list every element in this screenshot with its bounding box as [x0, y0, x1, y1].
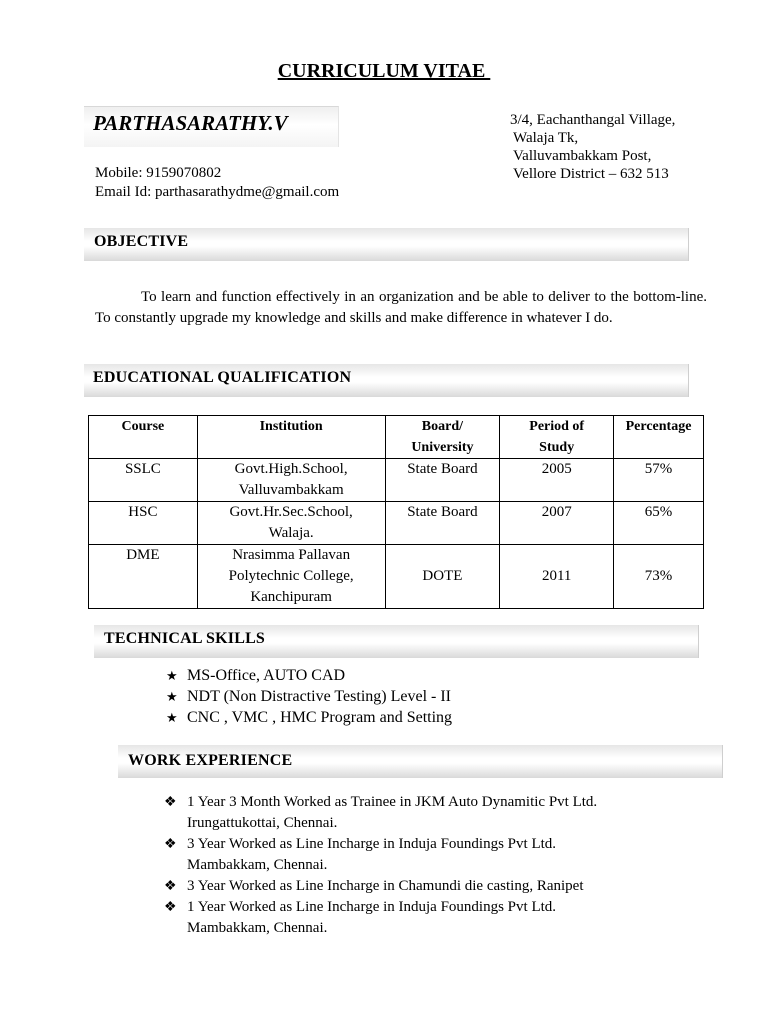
- address-block: [510, 111, 675, 183]
- table-row: [89, 502, 704, 545]
- list-item: ❖ 1 Year 3 Month Worked as Trainee in JKM Auto Dynamitic Pvt Ltd. Irungattukottai, Chennai.: [164, 794, 598, 831]
- diamond-bullet-icon: ❖: [164, 879, 177, 894]
- list-item: ★ CNC , VMC , HMC Program and Setting: [166, 709, 453, 726]
- institution-cell: Govt.High.School, Valluvambakkam: [197, 459, 385, 502]
- table-row: [89, 545, 704, 609]
- section-title-work: WORK EXPERIENCE: [128, 752, 293, 769]
- list-item: ❖ 3 Year Worked as Line Incharge in Chamundi die casting, Ranipet: [164, 876, 724, 897]
- address-line: 3/4, Eachanthangal Village,: [510, 112, 676, 128]
- board-cell: State Board: [385, 502, 500, 545]
- section-title-education: EDUCATIONAL QUALIFICATION: [93, 369, 352, 386]
- percentage-cell: 73%: [614, 545, 704, 609]
- list-item: ❖ 1 Year Worked as Line Incharge in Induja Foundings Pvt Ltd. Mambakkam, Chennai.: [164, 899, 557, 936]
- year-cell: 2007: [500, 502, 614, 545]
- star-bullet-icon: ★: [166, 710, 178, 725]
- section-title-skills: TECHNICAL SKILLS: [104, 630, 266, 647]
- work-list: [164, 792, 724, 939]
- mobile-number: Mobile: 9159070802: [95, 165, 222, 181]
- percentage-cell: 65%: [614, 502, 704, 545]
- list-item: ★ MS-Office, AUTO CAD: [166, 667, 346, 684]
- column-header-course: Course: [89, 416, 198, 459]
- column-header-period: Period of Study: [500, 416, 614, 459]
- address-line: Vellore District – 632 513: [513, 166, 669, 182]
- year-cell: 2005: [500, 459, 614, 502]
- column-header-board: Board/ University: [385, 416, 500, 459]
- table-header-row: [89, 416, 704, 459]
- page-title: CURRICULUM VITAE: [277, 60, 491, 82]
- star-bullet-icon: ★: [166, 668, 178, 683]
- education-table: [88, 415, 704, 609]
- course-cell: HSC: [89, 502, 198, 545]
- diamond-bullet-icon: ❖: [164, 837, 177, 852]
- address-line: Valluvambakkam Post,: [513, 148, 652, 164]
- contact-block: [95, 164, 339, 202]
- column-header-institution: Institution: [197, 416, 385, 459]
- table-row: [89, 459, 704, 502]
- institution-cell: Nrasimma Pallavan Polytechnic College, Kanchipuram: [197, 545, 385, 609]
- address-line: Walaja Tk,: [513, 130, 579, 146]
- percentage-cell: 57%: [614, 459, 704, 502]
- diamond-bullet-icon: ❖: [164, 900, 177, 915]
- course-cell: SSLC: [89, 459, 198, 502]
- institution-cell: Govt.Hr.Sec.School, Walaja.: [197, 502, 385, 545]
- board-cell: DOTE: [385, 545, 500, 609]
- skills-list: [166, 665, 452, 728]
- list-item: ★ NDT (Non Distractive Testing) Level - II: [166, 688, 451, 705]
- section-title-objective: OBJECTIVE: [94, 233, 189, 250]
- objective-text: To learn and function effectively in an organization and be able to deliver to the bottom-line. To constantly upgrade my knowledge and skills and make difference in whatever I do.: [95, 289, 707, 326]
- email-address: Email Id: parthasarathydme@gmail.com: [95, 184, 340, 200]
- column-header-percentage: Percentage: [614, 416, 704, 459]
- star-bullet-icon: ★: [166, 689, 178, 704]
- course-cell: DME: [89, 545, 198, 609]
- list-item: ❖ 3 Year Worked as Line Incharge in Induja Foundings Pvt Ltd. Mambakkam, Chennai.: [164, 836, 557, 873]
- candidate-name: PARTHASARATHY.V: [93, 111, 288, 135]
- year-cell: 2011: [500, 545, 614, 609]
- board-cell: State Board: [385, 459, 500, 502]
- diamond-bullet-icon: ❖: [164, 795, 177, 810]
